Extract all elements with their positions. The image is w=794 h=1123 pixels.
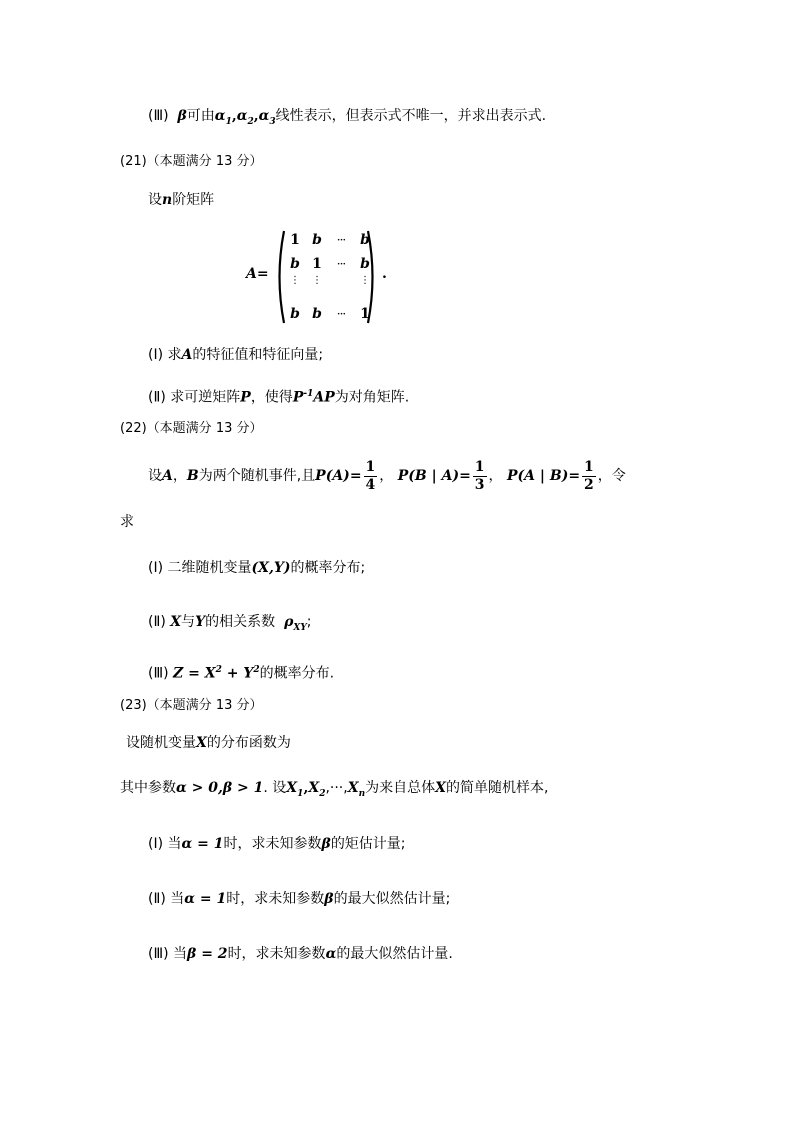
q22-intro: 设A，B为两个随机事件,且P(A)= $\frac{1}{4}$ ， P(B | A)= $\frac{1}{3}$ ， P(A | B)= $\frac{1}{2}$ ，令	[148, 458, 626, 493]
cell-r3c1: ⋮	[290, 275, 300, 286]
fraction-1-3: $\frac{1}{3}$	[474, 458, 485, 493]
cell-r4c1: b	[290, 306, 300, 322]
matrix-cells	[284, 230, 376, 326]
right-paren	[366, 230, 378, 324]
cell-r1c2: b	[312, 232, 322, 248]
cell-r2c4: b	[360, 256, 370, 272]
cell-r1c3: ···	[336, 233, 346, 247]
q23-params: 其中参数α > 0,β > 1. 设$X_1,X_2,\cdot\cdot\cdot,X_n$为来自总体X的简单随机样本,	[120, 780, 549, 799]
q23-part1: (Ⅰ) 当α = 1时，求未知参数β的矩估计量;	[148, 836, 406, 852]
part-number: (Ⅲ)	[148, 108, 169, 124]
q23-header: (23)（本题满分 13 分）	[120, 698, 263, 713]
cell-r4c4: 1	[360, 306, 370, 322]
matrix-label: A	[246, 266, 257, 282]
q22-part1: (Ⅰ) 二维随机变量(X,Y)的概率分布;	[148, 560, 366, 576]
matrix-equals: =	[256, 266, 269, 282]
q22-part2: (Ⅱ) X与Y的相关系数 $\rho_{XY}$;	[148, 614, 312, 633]
cell-r3c2: ⋮	[312, 275, 322, 286]
q23-part2: (Ⅱ) 当α = 1时，求未知参数β的最大似然估计量;	[148, 891, 451, 907]
q21-intro: 设n阶矩阵	[148, 192, 215, 208]
cell-r4c3: ···	[336, 307, 346, 321]
cell-r3c4: ⋮	[360, 275, 370, 286]
q20-part3: (Ⅲ) β可由$\alpha_1,\alpha_2,\alpha_3$线性表示，但表示式不唯一，并求出表示式.	[148, 108, 547, 127]
cell-r4c2: b	[312, 306, 322, 322]
fraction-1-2: $\frac{1}{2}$	[584, 458, 594, 493]
beta-symbol: β	[177, 108, 187, 124]
q22-part3: (Ⅲ) $Z = X^2 + Y^2$的概率分布.	[148, 665, 335, 682]
fraction-1-4: $\frac{1}{4}$	[365, 458, 376, 493]
q21-header: (21)（本题满分 13 分）	[120, 154, 263, 169]
cell-r2c3: ···	[336, 257, 346, 271]
q21-part2: (Ⅱ) 求可逆矩阵P，使得$P^{-1}AP$为对角矩阵.	[148, 389, 410, 406]
q22-continuation: 求	[120, 514, 134, 530]
cell-r1c1: 1	[290, 232, 300, 248]
q22-header: (22)（本题满分 13 分）	[120, 421, 263, 436]
q21-part1: (Ⅰ) 求A的特征值和特征向量;	[148, 347, 324, 363]
cell-r1c4: b	[360, 232, 370, 248]
cell-r2c1: b	[290, 256, 300, 272]
q23-part3: (Ⅲ) 当β = 2时，求未知参数α的最大似然估计量.	[148, 946, 453, 962]
cell-r2c2: 1	[312, 256, 322, 272]
q23-intro: 设随机变量X的分布函数为	[126, 735, 291, 751]
matrix-period: .	[382, 266, 387, 282]
